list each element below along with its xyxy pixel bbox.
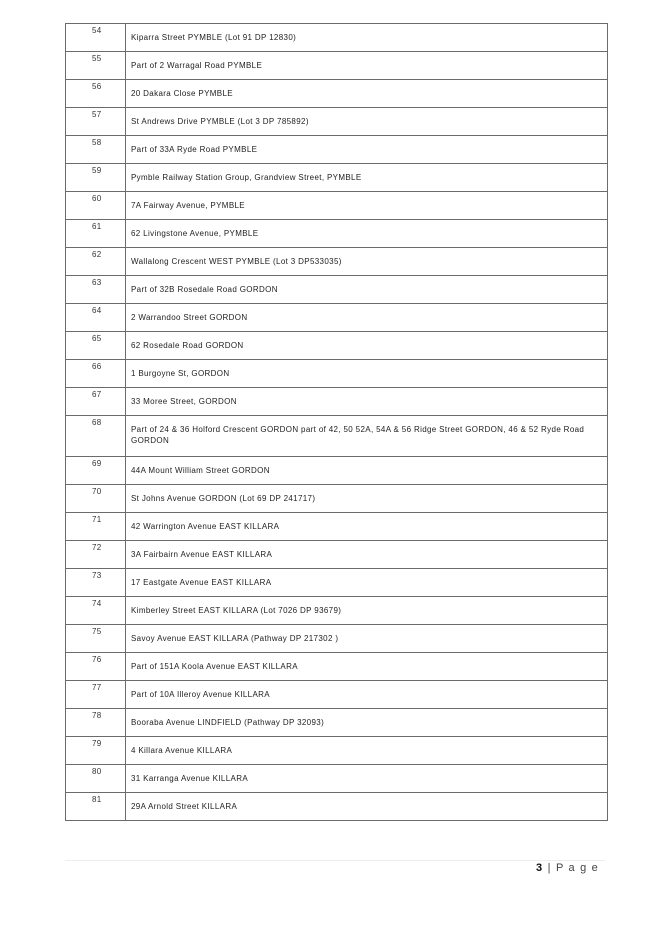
item-description: 7A Fairway Avenue, PYMBLE bbox=[126, 192, 608, 220]
table-row bbox=[66, 360, 608, 388]
table-row bbox=[66, 597, 608, 625]
item-description: 3A Fairbairn Avenue EAST KILLARA bbox=[126, 541, 608, 569]
table-row bbox=[66, 709, 608, 737]
table-body bbox=[66, 24, 608, 821]
item-description: 4 Killara Avenue KILLARA bbox=[126, 737, 608, 765]
table-row bbox=[66, 192, 608, 220]
item-number: 55 bbox=[66, 52, 126, 80]
item-number: 75 bbox=[66, 625, 126, 653]
item-description: 62 Livingstone Avenue, PYMBLE bbox=[126, 220, 608, 248]
item-description: Part of 2 Warragal Road PYMBLE bbox=[126, 52, 608, 80]
table-row bbox=[66, 136, 608, 164]
item-description: 20 Dakara Close PYMBLE bbox=[126, 80, 608, 108]
item-description: Part of 33A Ryde Road PYMBLE bbox=[126, 136, 608, 164]
item-description: 1 Burgoyne St, GORDON bbox=[126, 360, 608, 388]
item-description: Wallalong Crescent WEST PYMBLE (Lot 3 DP533035) bbox=[126, 248, 608, 276]
table-row bbox=[66, 513, 608, 541]
item-description: Savoy Avenue EAST KILLARA (Pathway DP 217302 ) bbox=[126, 625, 608, 653]
item-description: 44A Mount William Street GORDON bbox=[126, 457, 608, 485]
table-row bbox=[66, 220, 608, 248]
item-number: 80 bbox=[66, 765, 126, 793]
item-number: 77 bbox=[66, 681, 126, 709]
item-number: 76 bbox=[66, 653, 126, 681]
item-number: 73 bbox=[66, 569, 126, 597]
item-number: 60 bbox=[66, 192, 126, 220]
table-row bbox=[66, 304, 608, 332]
item-number: 81 bbox=[66, 793, 126, 821]
footer-divider bbox=[65, 860, 605, 861]
item-number: 63 bbox=[66, 276, 126, 304]
item-number: 74 bbox=[66, 597, 126, 625]
item-number: 65 bbox=[66, 332, 126, 360]
item-number: 69 bbox=[66, 457, 126, 485]
item-description: 62 Rosedale Road GORDON bbox=[126, 332, 608, 360]
item-number: 72 bbox=[66, 541, 126, 569]
table-row bbox=[66, 765, 608, 793]
item-description: Part of 10A Illeroy Avenue KILLARA bbox=[126, 681, 608, 709]
item-number: 59 bbox=[66, 164, 126, 192]
item-description: St Johns Avenue GORDON (Lot 69 DP 241717) bbox=[126, 485, 608, 513]
table-row bbox=[66, 332, 608, 360]
table-row bbox=[66, 485, 608, 513]
item-number: 62 bbox=[66, 248, 126, 276]
page-number: 3 bbox=[536, 862, 544, 874]
item-description: Pymble Railway Station Group, Grandview Street, PYMBLE bbox=[126, 164, 608, 192]
item-description: 29A Arnold Street KILLARA bbox=[126, 793, 608, 821]
table-row bbox=[66, 108, 608, 136]
table-row bbox=[66, 737, 608, 765]
item-number: 57 bbox=[66, 108, 126, 136]
item-description: Kimberley Street EAST KILLARA (Lot 7026 DP 93679) bbox=[126, 597, 608, 625]
heritage-items-table bbox=[65, 23, 608, 821]
table-row bbox=[66, 164, 608, 192]
page-label: P a g e bbox=[555, 862, 599, 874]
table-row bbox=[66, 52, 608, 80]
heritage-items-table-container bbox=[65, 23, 608, 821]
item-description: 2 Warrandoo Street GORDON bbox=[126, 304, 608, 332]
item-number: 56 bbox=[66, 80, 126, 108]
item-number: 78 bbox=[66, 709, 126, 737]
item-number: 58 bbox=[66, 136, 126, 164]
item-description: Part of 151A Koola Avenue EAST KILLARA bbox=[126, 653, 608, 681]
item-description: 33 Moree Street, GORDON bbox=[126, 388, 608, 416]
item-number: 68 bbox=[66, 416, 126, 457]
item-description: Kiparra Street PYMBLE (Lot 91 DP 12830) bbox=[126, 24, 608, 52]
item-description: Booraba Avenue LINDFIELD (Pathway DP 32093) bbox=[126, 709, 608, 737]
item-number: 64 bbox=[66, 304, 126, 332]
table-row bbox=[66, 653, 608, 681]
item-description: 42 Warrington Avenue EAST KILLARA bbox=[126, 513, 608, 541]
item-description: Part of 32B Rosedale Road GORDON bbox=[126, 276, 608, 304]
item-number: 70 bbox=[66, 485, 126, 513]
footer-separator: | bbox=[547, 862, 552, 874]
table-row bbox=[66, 276, 608, 304]
table-row bbox=[66, 541, 608, 569]
table-row bbox=[66, 625, 608, 653]
table-row bbox=[66, 416, 608, 457]
page-footer bbox=[536, 862, 599, 874]
item-number: 54 bbox=[66, 24, 126, 52]
table-row bbox=[66, 24, 608, 52]
item-number: 66 bbox=[66, 360, 126, 388]
table-row bbox=[66, 457, 608, 485]
table-row bbox=[66, 388, 608, 416]
item-number: 61 bbox=[66, 220, 126, 248]
item-description: 31 Karranga Avenue KILLARA bbox=[126, 765, 608, 793]
table-row bbox=[66, 248, 608, 276]
item-number: 79 bbox=[66, 737, 126, 765]
table-row bbox=[66, 80, 608, 108]
item-number: 71 bbox=[66, 513, 126, 541]
item-description: 17 Eastgate Avenue EAST KILLARA bbox=[126, 569, 608, 597]
item-description: St Andrews Drive PYMBLE (Lot 3 DP 785892) bbox=[126, 108, 608, 136]
table-row bbox=[66, 793, 608, 821]
item-number: 67 bbox=[66, 388, 126, 416]
table-row bbox=[66, 569, 608, 597]
item-description: Part of 24 & 36 Holford Crescent GORDON part of 42, 50 52A, 54A & 56 Ridge Street GORDON, 46 & 52 Ryde Road GORDON bbox=[126, 416, 608, 457]
table-row bbox=[66, 681, 608, 709]
